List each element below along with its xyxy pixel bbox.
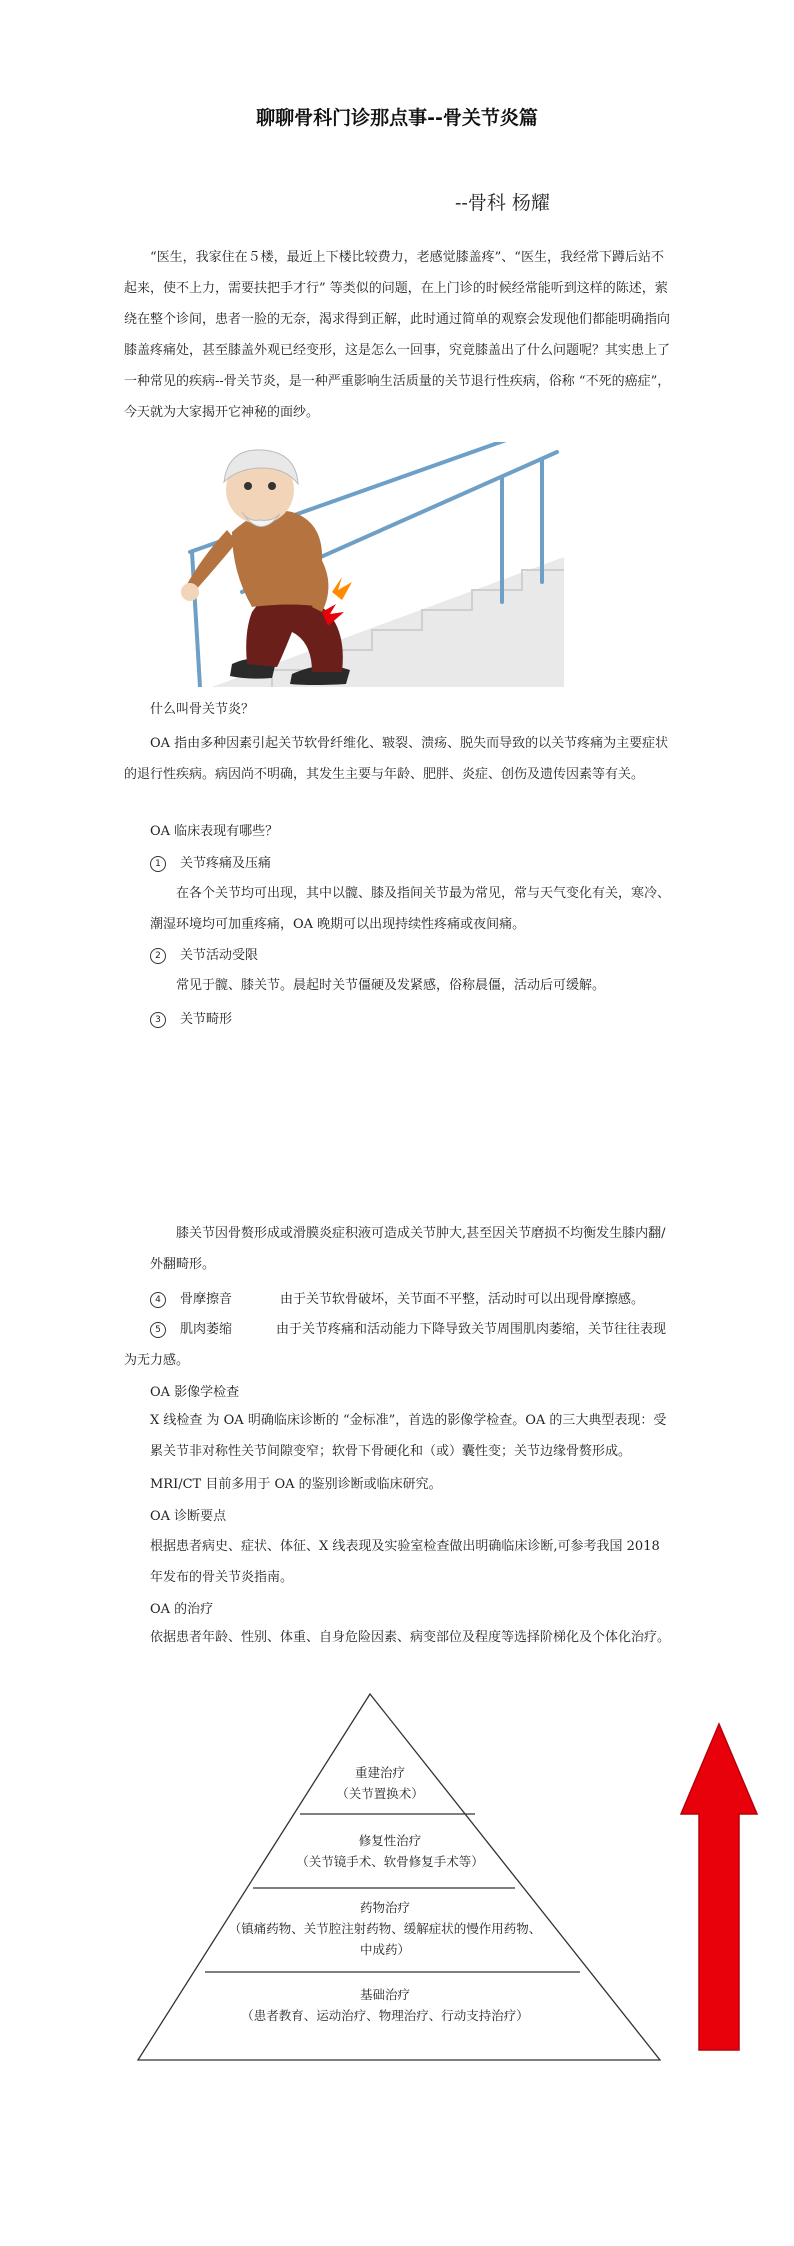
level-title: 基础治疗 [359,1987,410,2002]
symptom-3-desc [150,1218,672,1280]
up-arrow-icon [679,1722,759,2052]
number-badge: 5 [150,1322,166,1338]
symptom-4-title: 骨摩擦音 [180,1292,233,1307]
symptom-4-row [150,1288,644,1308]
level-title: 修复性治疗 [358,1833,422,1848]
symptom-2-title: 关节活动受限 [180,948,259,963]
level-subtitle: （镇痛药物、关节腔注射药物、缓解症状的慢作用药物、中成药） [228,1921,542,1957]
pyramid-level-reconstruction [300,1762,460,1804]
symptom-2-desc [150,970,672,1001]
level-subtitle: （关节置换术） [336,1786,424,1801]
symptom-1-text: 在各个关节均可出现，其中以髋、膝及指间关节最为常见，常与天气变化有关，寒冷、潮湿环境均可加重疼痛，OA 晚期可以出现持续性疼痛或夜间痛。 [150,886,671,932]
symptom-5-text: 由于关节疼痛和活动能力下降导致关节周围肌肉萎缩，关节往往表现为无力感。 [124,1322,667,1368]
symptom-3-heading [150,1008,232,1028]
elderly-man-stairs-image [172,442,564,687]
diagnosis-paragraph: 根据患者病史、症状、体征、X 线表现及实验室检查做出明确临床诊断,可参考我国 2018 年发布的骨关节炎指南。 [150,1539,660,1585]
symptom-3-text: 膝关节因骨赘形成或滑膜炎症积液可造成关节肿大,甚至因关节磨损不均衡发生膝内翻/外翻畸形。 [150,1226,666,1272]
pyramid-level-repair [270,1830,510,1872]
imaging-heading: OA 影像学检查 [150,1385,240,1400]
number-badge: 2 [150,948,166,964]
symptom-1-desc [150,878,672,940]
symptom-2-heading [150,944,258,964]
pyramid-level-medication [225,1897,545,1960]
number-badge: 3 [150,1012,166,1028]
arrow-shape [679,1722,759,2052]
number-badge: 1 [150,856,166,872]
level-title: 药物治疗 [359,1900,410,1915]
symptom-1-title: 关节疼痛及压痛 [180,856,272,871]
symptom-2-text: 常见于髋、膝关节。晨起时关节僵硬及发紧感，俗称晨僵，活动后可缓解。 [176,978,606,993]
treatment-pyramid [130,1690,670,2070]
definition-text: OA 指由多种因素引起关节软骨纤维化、皲裂、溃疡、脱失而导致的以关节疼痛为主要症状的退行性疾病。病因尚不明确，其发生主要与年龄、肥胖、炎症、创伤及遗传因素等有关。 [124,736,669,782]
question-what-is-oa: 什么叫骨关节炎？ [150,702,255,717]
question-clinical-signs: OA 临床表现有哪些？ [150,824,279,839]
intro-paragraph [124,242,672,428]
level-title: 重建治疗 [354,1765,405,1780]
symptom-4-text: 由于关节软骨破坏，关节面不平整，活动时可以出现骨摩擦感。 [280,1292,645,1307]
definition-paragraph [124,728,672,790]
treatment-paragraph: 依据患者年龄、性别、体重、自身危险因素、病变部位及程度等选择阶梯化及个体化治疗。 [150,1630,671,1645]
level-subtitle: （患者教育、运动治疗、物理治疗、行动支持治疗） [241,2008,529,2023]
knee-pain-illustration [172,442,564,687]
author-line: --骨科 杨耀 [455,192,550,214]
symptom-1-heading [150,852,271,872]
intro-text: “医生，我家住在５楼，最近上下楼比较费力，老感觉膝盖疼”、“医生，我经常下蹲后站不起来，使不上力，需要扶把手才行” 等类似的问题，在上门诊的时候经常能听到这样的陈述，萦绕在整个诊间，患者一脸的无奈，渴求得到正解，此时通过简单的观察会发现他们都能明确指向膝盖疼痛处，甚至膝盖外观已经变形，这是怎么一回事，究竟膝盖出了什么问题呢？其实患上了一种常见的疾病--骨关节炎，是一种严重影响生活质量的关节退行性疾病，俗称 “不死的癌症”，今天就为大家揭开它神秘的面纱。 [124,250,671,420]
symptom-3-title: 关节畸形 [180,1012,233,1027]
diagnosis-heading: OA 诊断要点 [150,1509,227,1524]
symptom-5-title: 肌肉萎缩 [180,1322,233,1337]
symptom-5-row [124,1314,672,1376]
xray-paragraph: X 线检查 为 OA 明确临床诊断的 “金标准”，首选的影像学检查。OA 的三大典型表现：受累关节非对称性关节间隙变窄；软骨下骨硬化和（或）囊性变；关节边缘骨赘形成。 [150,1413,667,1459]
pyramid-level-basic [200,1984,570,2026]
page-title: 聊聊骨科门诊那点事--骨关节炎篇 [256,107,538,129]
treatment-heading: OA 的治疗 [150,1602,214,1617]
mri-line: MRI/CT 目前多用于 OA 的鉴别诊断或临床研究。 [150,1477,442,1492]
number-badge: 4 [150,1292,166,1308]
level-subtitle: （关节镜手术、软骨修复手术等） [296,1854,484,1869]
